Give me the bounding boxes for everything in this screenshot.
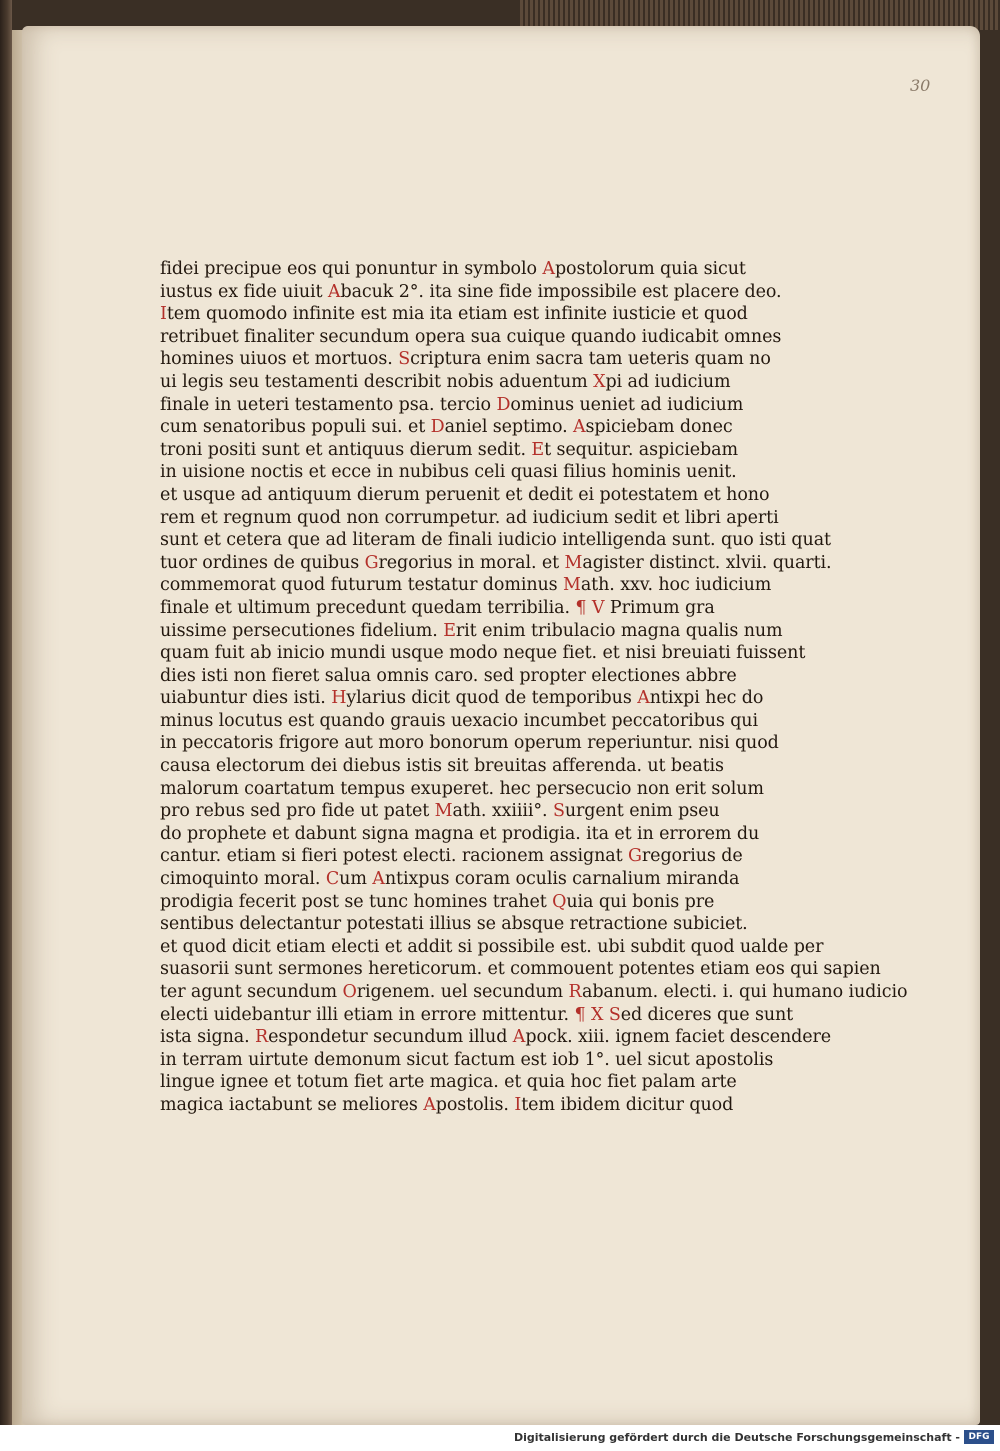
text-segment: regorius de [641, 846, 743, 867]
rubricated-initial: S [552, 801, 565, 822]
rubricated-initial: Q [552, 891, 567, 912]
text-segment: tuor ordines de quibus [160, 552, 365, 573]
text-line [160, 303, 792, 326]
book-binding [0, 0, 12, 1425]
text-segment: malorum coartatum tempus exuperet. hec persecucio non erit solum [160, 778, 764, 799]
text-segment: Primum gra [604, 597, 715, 618]
text-segment: ath. xxiiii°. [452, 801, 553, 822]
text-line [160, 642, 806, 665]
text-line [160, 258, 792, 281]
text-line [160, 597, 792, 620]
text-line [160, 1094, 792, 1117]
text-segment: in uisione noctis et ecce in nubibus celi quasi filius hominis uenit. [160, 462, 737, 483]
rubricated-initial: A [573, 417, 586, 438]
text-segment: uissime persecutiones fidelium. [160, 620, 444, 641]
text-segment: ed diceres que sunt [620, 1004, 794, 1025]
text-line [160, 552, 832, 575]
text-segment: cimoquinto moral. [160, 869, 326, 890]
text-line [160, 348, 792, 371]
book-page [22, 26, 980, 1425]
rubricated-initial: M [564, 552, 583, 573]
text-segment: pock. xiii. ignem faciet descendere [525, 1027, 831, 1048]
rubricated-initial: R [568, 982, 582, 1002]
text-segment: postolorum quia sicut [554, 259, 746, 279]
rubricated-initial: S [398, 349, 411, 370]
rubricated-initial: G [628, 846, 642, 867]
text-segment: ui legis seu testamenti describit nobis aduentum [160, 371, 594, 392]
text-segment: sunt et cetera que ad literam de finali iudicio intelligenda sunt. quo isti quat [160, 530, 831, 551]
text-segment: quam fuit ab inicio mundi usque modo neque fiet. et nisi breuiati fuissent [160, 643, 806, 664]
text-line [160, 665, 792, 688]
text-line [160, 755, 792, 778]
rubricated-initial: O [342, 982, 357, 1002]
rubricated-initial: E [531, 439, 545, 460]
text-line [160, 1071, 792, 1094]
text-segment: ylarius dicit quod de temporibus [346, 688, 638, 709]
funding-notice: Digitalisierung gefördert durch die Deutsche Forschungsgemeinschaft - [513, 1431, 960, 1444]
text-segment: in terram uirtute demonum sicut factum est iob 1°. uel sicut apostolis [160, 1049, 774, 1070]
text-segment: et quod dicit etiam electi et addit si possibile est. ubi subdit quod ualde per [160, 936, 824, 957]
text-line [160, 371, 792, 394]
text-segment: rigenem. uel secundum [356, 982, 569, 1002]
text-segment: commemorat quod futurum testatur dominus [160, 575, 564, 596]
rubricated-initial: X [593, 371, 606, 392]
text-segment: uiabuntur dies isti. [160, 688, 332, 709]
text-segment: iustus ex fide uiuit [160, 281, 328, 302]
text-segment: magica iactabunt se meliores [160, 1094, 424, 1115]
text-segment: prodigia fecerit post se tunc homines trahet [160, 891, 553, 912]
text-line [160, 823, 792, 846]
text-segment: dies isti non fieret salua omnis caro. sed propter electiones abbre [160, 665, 737, 686]
text-segment: ter agunt secundum [160, 982, 343, 1002]
text-segment: spiciebam donec [585, 417, 733, 438]
text-line [160, 891, 792, 914]
text-segment: in peccatoris frigore aut moro bonorum operum reperiuntur. nisi quod [160, 733, 779, 754]
rubricated-initial: M [434, 801, 453, 822]
text-line [160, 529, 831, 552]
rubricated-initial: ¶ V [575, 597, 605, 618]
rubricated-initial: I [160, 304, 167, 325]
text-line [160, 461, 792, 484]
text-segment: ath. xxv. hoc iudicium [580, 575, 772, 596]
text-segment: et usque ad antiquum dierum peruenit et dedit ei potestatem et hono [160, 484, 770, 505]
text-segment: abanum. electi. i. qui humano iudicio [582, 982, 908, 1002]
text-line [160, 1026, 831, 1049]
text-line [160, 913, 792, 936]
text-segment: troni positi sunt et antiquus dierum sedit. [160, 439, 532, 460]
body-text-block [160, 258, 908, 1117]
text-line [160, 439, 792, 462]
rubricated-initial: ¶ X [574, 1004, 604, 1025]
text-line [160, 484, 792, 507]
text-segment: rem et regnum quod non corrumpetur. ad iudicium sedit et libri aperti [160, 507, 779, 528]
dfg-logo: DFG [964, 1430, 994, 1444]
rubricated-initial: G [364, 552, 379, 573]
footer-bar [0, 1425, 1000, 1451]
rubricated-initial: A [542, 259, 555, 279]
rubricated-initial: E [443, 620, 456, 641]
rubricated-initial: H [331, 688, 347, 709]
text-segment: finale in ueteri testamento psa. tercio [160, 394, 497, 415]
text-segment: rit enim tribulacio magna qualis num [455, 620, 783, 641]
text-segment: postolis. [435, 1094, 515, 1115]
text-segment: aniel septimo. [444, 417, 573, 438]
text-line [160, 868, 792, 891]
text-line [160, 936, 824, 959]
text-segment: tem ibidem dicitur quod [521, 1094, 734, 1115]
text-segment: ista signa. [160, 1027, 256, 1048]
text-line [160, 416, 792, 439]
rubricated-initial: D [496, 394, 511, 415]
rubricated-initial: A [372, 869, 385, 890]
text-segment: retribuet finaliter secundum opera sua cuique quando iudicabit omnes [160, 326, 782, 347]
folio-number: 30 [910, 76, 931, 95]
rubricated-initial: M [563, 575, 581, 596]
text-line [160, 778, 792, 801]
rubricated-initial: I [514, 1094, 522, 1115]
text-segment: regorius in moral. et [378, 552, 565, 573]
rubricated-initial: A [637, 688, 650, 709]
text-segment: t sequitur. aspiciebam [544, 439, 738, 460]
text-line [160, 1049, 792, 1072]
rubricated-initial: A [512, 1027, 526, 1048]
text-segment: cantur. etiam si fieri potest electi. racionem assignat [160, 846, 629, 867]
text-line [160, 326, 792, 349]
rubricated-initial: C [325, 869, 340, 890]
rubricated-initial: R [255, 1027, 269, 1048]
text-segment: uia qui bonis pre [566, 891, 715, 912]
text-segment: espondetur secundum illud [268, 1027, 513, 1048]
text-line [160, 845, 792, 868]
text-line [160, 710, 792, 733]
text-segment: ominus ueniet ad iudicium [510, 394, 744, 415]
text-segment: causa electorum dei diebus istis sit breuitas afferenda. ut beatis [160, 756, 724, 777]
text-segment: minus locutus est quando grauis uexacio incumbet peccatoribus qui [160, 710, 758, 731]
text-segment: pro rebus sed pro fide ut patet [160, 801, 435, 822]
text-segment: homines uiuos et mortuos. [160, 349, 399, 370]
text-line [160, 732, 792, 755]
text-line [160, 507, 792, 530]
text-segment: ntixpus coram oculis carnalium miranda [384, 869, 740, 890]
text-segment: um [339, 869, 373, 890]
rubricated-initial: A [423, 1094, 436, 1115]
text-line [160, 281, 792, 304]
text-segment: pi ad iudicium [605, 371, 731, 392]
text-segment: cum senatoribus populi sui. et [160, 417, 431, 438]
text-segment: urgent enim pseu [564, 801, 720, 822]
text-segment: criptura enim sacra tam ueteris quam no [410, 349, 771, 370]
text-segment: fidei precipue eos qui ponuntur in symbolo [160, 259, 543, 279]
text-line [160, 800, 792, 823]
text-segment: sentibus delectantur potestati illius se absque retractione subiciet. [160, 914, 748, 935]
text-line [160, 1004, 792, 1027]
text-segment: electi uidebantur illi etiam in errore mittentur. [160, 1004, 575, 1025]
text-line [160, 574, 792, 597]
text-segment: bacuk 2°. ita sine fide impossibile est placere deo. [340, 281, 782, 302]
text-segment: lingue ignee et totum fiet arte magica. et quia hoc fiet palam arte [160, 1072, 737, 1093]
rubricated-initial: S [608, 1004, 621, 1025]
text-segment: finale et ultimum precedunt quedam terribilia. [160, 597, 576, 618]
text-line [160, 620, 792, 643]
text-segment: ntixpi hec do [649, 688, 764, 709]
text-line [160, 687, 792, 710]
text-segment: tem quomodo infinite est mia ita etiam est infinite iusticie et quod [166, 304, 748, 325]
text-line [160, 394, 792, 417]
text-line [160, 981, 908, 1004]
text-line [160, 958, 881, 981]
text-segment: do prophete et dabunt signa magna et prodigia. ita et in errorem du [160, 823, 760, 844]
rubricated-initial: A [327, 281, 341, 302]
rubricated-initial: D [430, 417, 445, 438]
text-segment: agister distinct. xlvii. quarti. [582, 552, 832, 573]
text-segment: suasorii sunt sermones hereticorum. et commouent potentes etiam eos qui sapien [160, 959, 881, 980]
